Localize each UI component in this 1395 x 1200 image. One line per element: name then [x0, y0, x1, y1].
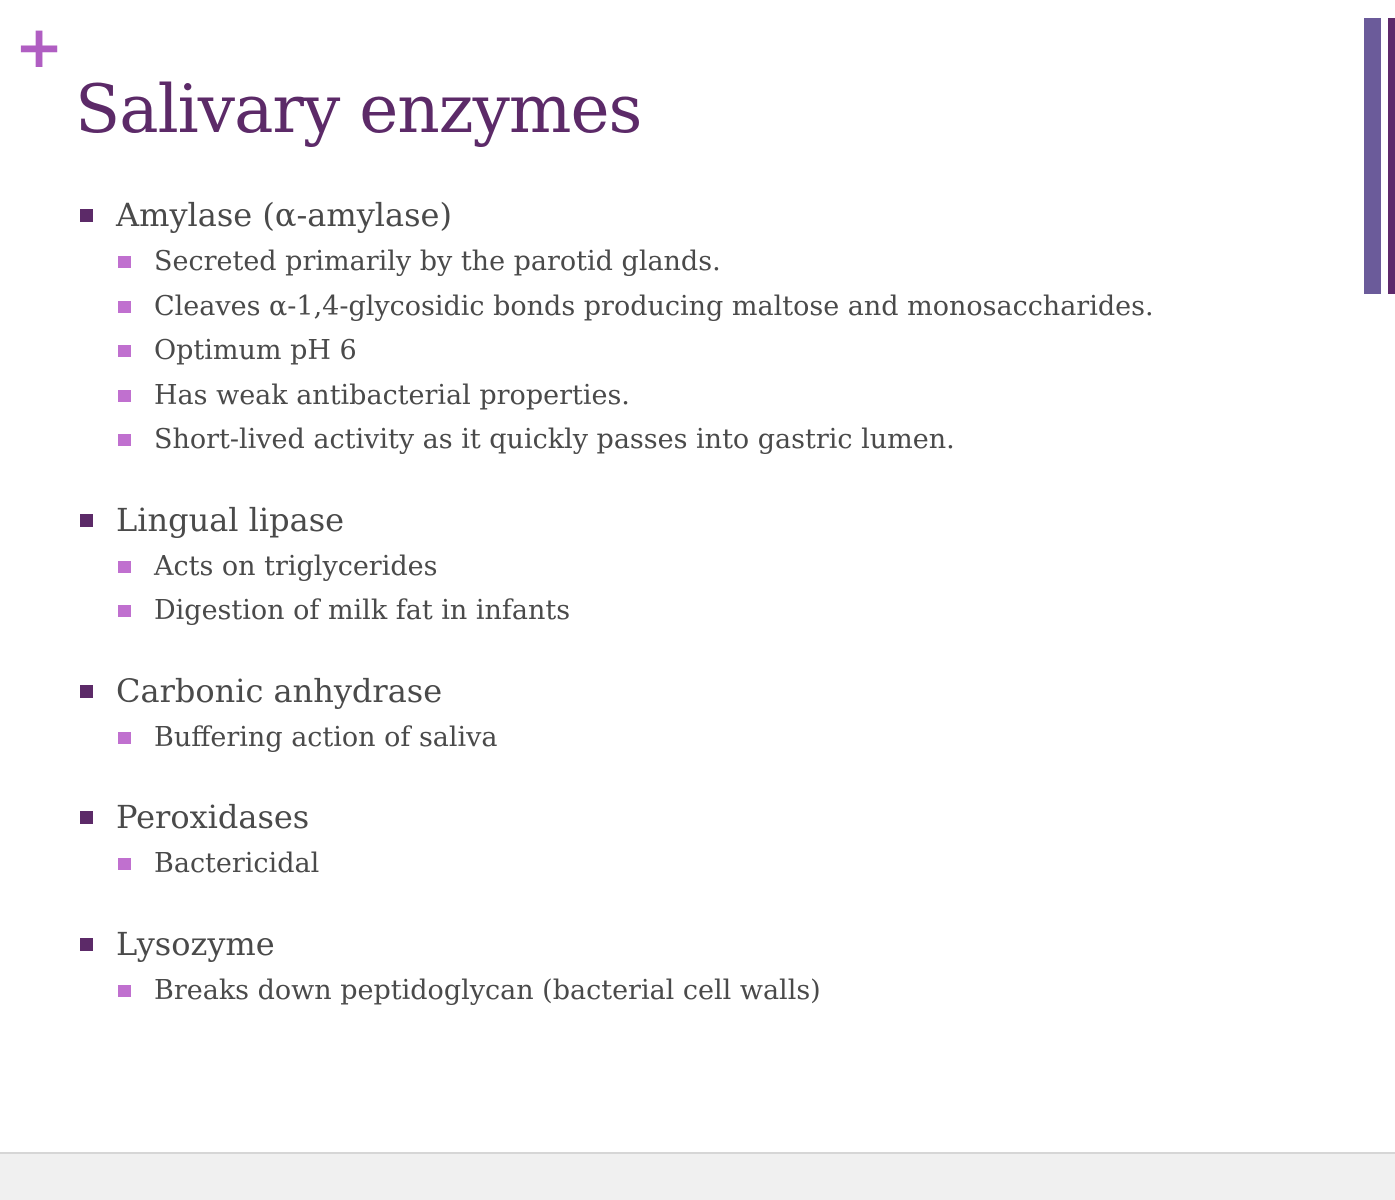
- bullet-item-label: Lingual lipase: [116, 500, 345, 539]
- sub-bullet-item: [78, 969, 1348, 1014]
- sub-bullet-label: Has weak antibacterial properties.: [154, 379, 630, 411]
- bullet-item-label: Peroxidases: [116, 798, 310, 836]
- square-sub-bullet-icon: [118, 858, 131, 870]
- sub-bullet-item: [78, 589, 1348, 634]
- square-sub-bullet-icon: [118, 732, 131, 744]
- sub-bullet-label: Cleaves α-1,4-glycosidic bonds producing maltose and monosaccharides.: [154, 290, 1154, 322]
- square-sub-bullet-icon: [118, 985, 131, 997]
- slide-title: Salivary enzymes: [75, 71, 642, 148]
- bullet-group-amylase: [78, 190, 1348, 463]
- bullet-item-label: Lysozyme: [116, 924, 275, 963]
- square-sub-bullet-icon: [118, 256, 131, 268]
- accent-bar-thin: [1388, 18, 1395, 294]
- sub-bullet-label: Digestion of milk fat in infants: [154, 595, 571, 626]
- bullet-item: [78, 190, 1348, 240]
- sub-bullet-label: Optimum pH 6: [154, 335, 357, 366]
- square-sub-bullet-icon: [118, 390, 131, 402]
- sub-bullet-item: [78, 240, 1348, 285]
- sub-bullet-label: Breaks down peptidoglycan (bacterial cell walls): [154, 974, 821, 1006]
- sub-bullet-label: Secreted primarily by the parotid glands.: [154, 246, 721, 277]
- sub-bullet-item: [78, 329, 1348, 374]
- bullet-group-peroxidases: [78, 792, 1348, 887]
- plus-icon: +: [14, 13, 64, 81]
- sub-bullet-item: [78, 842, 1348, 887]
- sub-bullet-label: Acts on triglycerides: [154, 550, 438, 582]
- square-sub-bullet-icon: [118, 605, 131, 617]
- square-sub-bullet-icon: [118, 434, 131, 446]
- square-bullet-icon: [80, 514, 93, 527]
- bullet-item-label: Amylase (α-amylase): [116, 196, 452, 234]
- bullet-item: [78, 919, 1348, 969]
- bullet-item: [78, 666, 1348, 716]
- accent-bars: [1364, 18, 1395, 294]
- bullet-group-lysozyme: [78, 919, 1348, 1014]
- square-sub-bullet-icon: [118, 561, 131, 573]
- square-sub-bullet-icon: [118, 301, 131, 313]
- sub-bullet-item: [78, 374, 1348, 419]
- sub-bullet-label: Short-lived activity as it quickly passes into gastric lumen.: [154, 424, 955, 455]
- bullet-item: [78, 792, 1348, 842]
- sub-bullet-item: [78, 545, 1348, 590]
- square-bullet-icon: [80, 685, 93, 698]
- bullet-group-lingual-lipase: [78, 495, 1348, 634]
- sub-bullet-item: [78, 418, 1348, 463]
- accent-bar-wide: [1364, 18, 1381, 294]
- sub-bullet-label: Bactericidal: [154, 848, 320, 879]
- sub-bullet-item: [78, 716, 1348, 761]
- bullet-item-label: Carbonic anhydrase: [116, 671, 443, 710]
- sub-bullet-item: [78, 285, 1348, 330]
- square-bullet-icon: [80, 938, 93, 951]
- bottom-bar: [0, 1152, 1395, 1200]
- bullet-list: [78, 190, 1348, 1045]
- sub-bullet-label: Buffering action of saliva: [154, 721, 498, 753]
- bullet-item: [78, 495, 1348, 545]
- square-bullet-icon: [80, 209, 93, 222]
- bullet-group-carbonic-anhydrase: [78, 666, 1348, 761]
- square-sub-bullet-icon: [118, 345, 131, 357]
- square-bullet-icon: [80, 811, 93, 824]
